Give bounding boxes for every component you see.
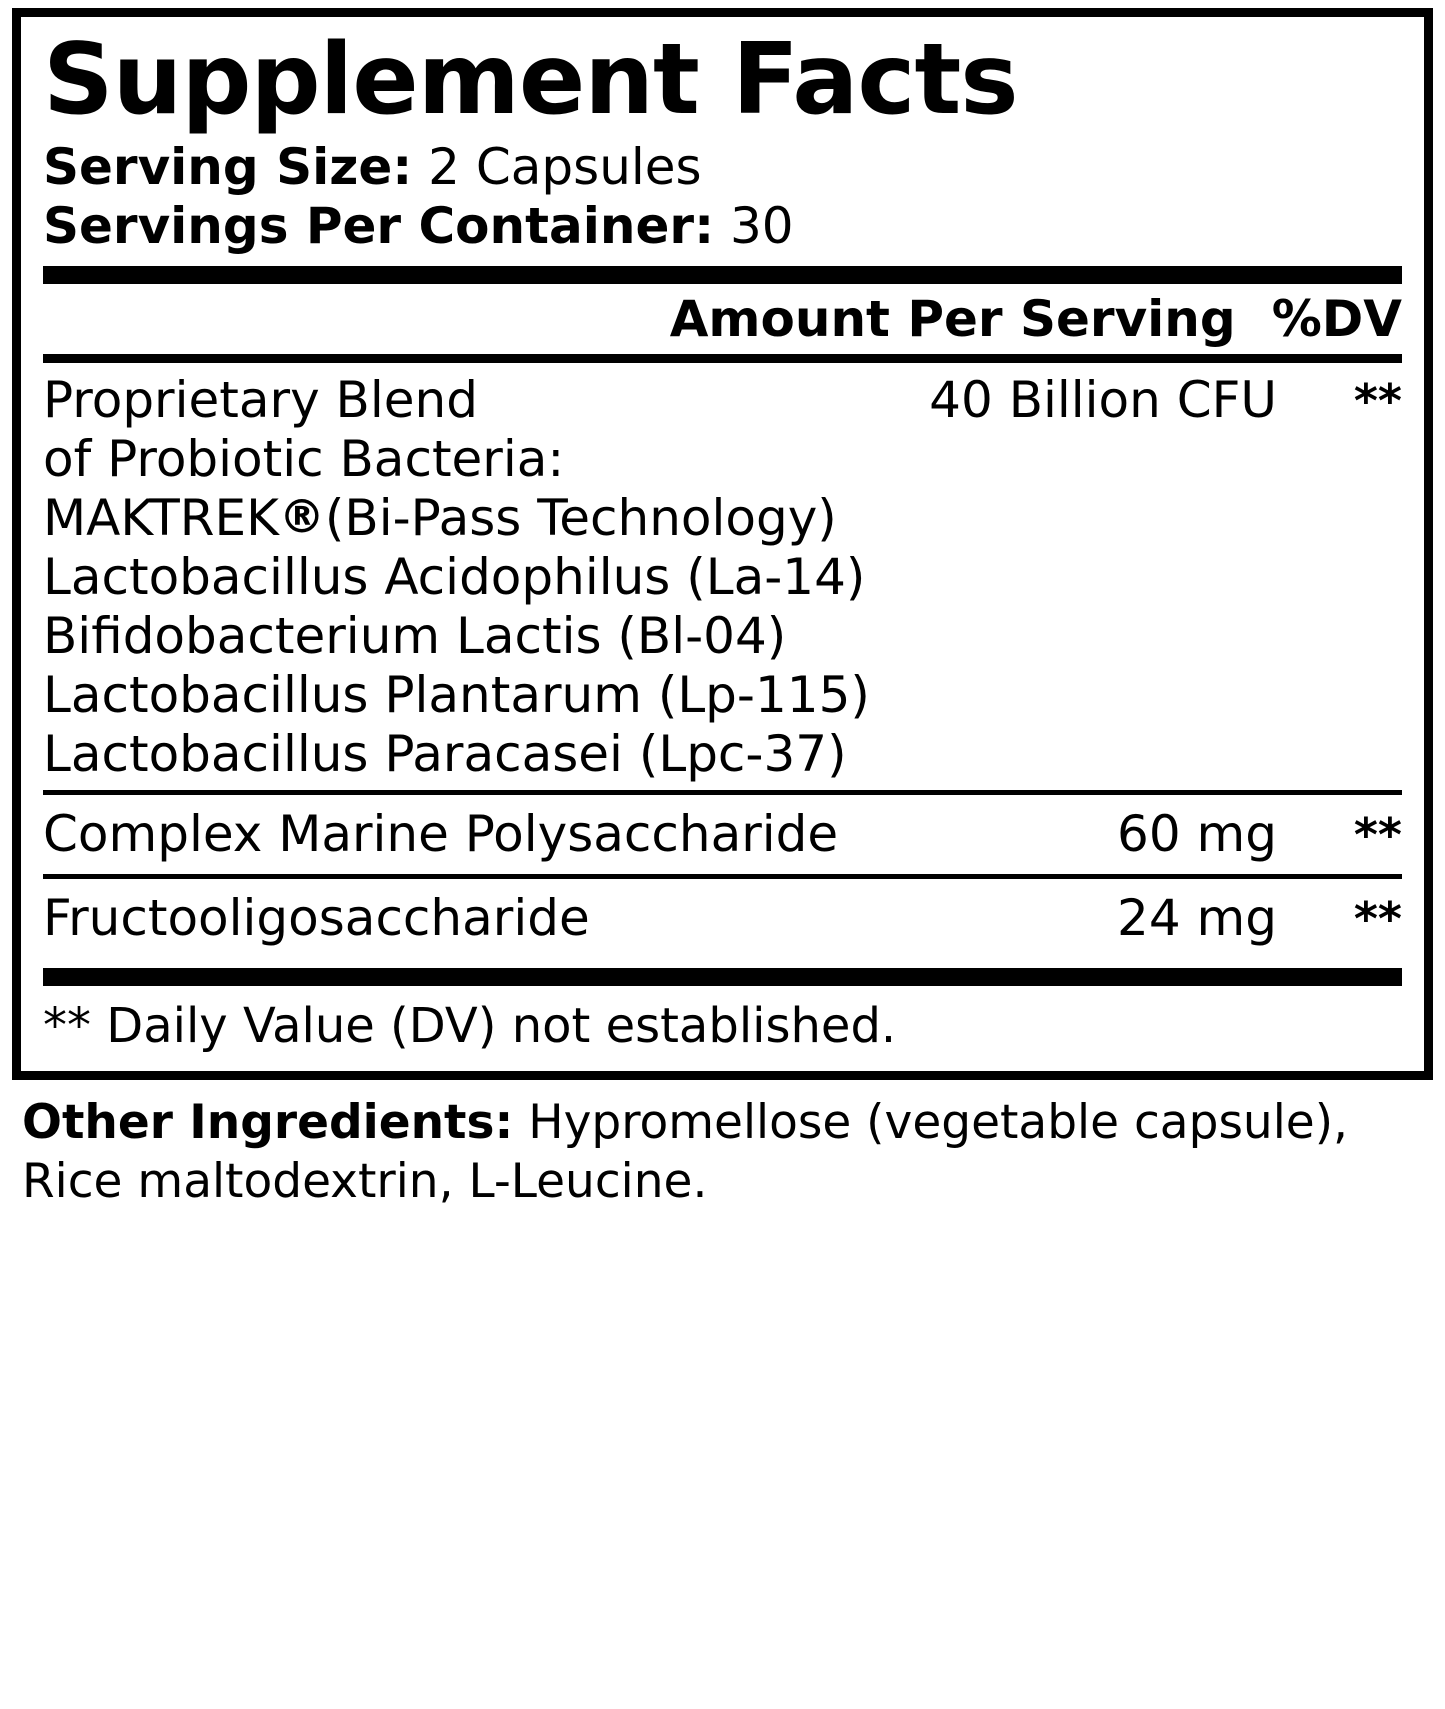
ingredient-name: Fructooligosaccharide: [43, 888, 590, 947]
other-ingredients: [12, 1080, 1433, 1211]
ingredient-amount: 24 mg: [1117, 888, 1277, 947]
blend-amount: 40 Billion CFU: [929, 370, 1277, 429]
other-ingredients-label: Other Ingredients:: [22, 1095, 514, 1151]
ingredient-amount: 60 mg: [1117, 804, 1277, 863]
ingredient-dv: **: [1353, 807, 1402, 862]
blend-row: [43, 371, 1402, 430]
divider-heavy-bottom: [43, 968, 1402, 986]
trademark-name: MAKTREK: [43, 488, 279, 547]
page-title: Supplement Facts: [43, 23, 1018, 137]
serving-size-value: 2 Capsules: [428, 137, 702, 196]
divider-under-headers: [43, 354, 1402, 363]
list-item: Lactobacillus Paracasei (Lpc-37): [43, 724, 847, 783]
list-item: Bifidobacterium Lactis (Bl-04): [43, 606, 787, 665]
supplement-facts-panel: [12, 8, 1433, 1080]
daily-value-header: %DV: [1271, 289, 1402, 348]
servings-per-container-line: [43, 197, 1402, 256]
list-item: Lactobacillus Plantarum (Lp-115): [43, 665, 870, 724]
daily-value-footnote: ** Daily Value (DV) not established.: [43, 997, 897, 1054]
ingredient-name: Complex Marine Polysaccharide: [43, 804, 839, 863]
divider-heavy-top: [43, 266, 1402, 284]
other-ingredients-text: Hypromellose (vegetable capsule), Rice maltodextrin, L-Leucine.: [22, 1095, 1348, 1209]
table-row: [43, 795, 1402, 874]
trademark-suffix: (Bi-Pass Technology): [324, 488, 837, 547]
servings-per-container-value: 30: [729, 196, 794, 255]
list-item: Lactobacillus Acidophilus (La-14): [43, 547, 866, 606]
serving-size-line: [43, 138, 1402, 197]
table-column-headers: [43, 284, 1402, 354]
ingredient-dv: **: [1353, 891, 1402, 946]
serving-size-label: Serving Size:: [43, 137, 413, 196]
table-row: [43, 879, 1402, 958]
amount-per-serving-header: Amount Per Serving: [669, 289, 1236, 348]
blend-name: Proprietary Blend: [43, 370, 478, 429]
blend-dv: **: [1353, 373, 1402, 428]
blend-subtitle: of Probiotic Bacteria:: [43, 429, 565, 488]
servings-per-container-label: Servings Per Container:: [43, 196, 715, 255]
blend-trademark-line: [43, 489, 1402, 548]
registered-trademark-icon: ®: [278, 489, 325, 544]
proprietary-blend-block: [43, 363, 1402, 790]
